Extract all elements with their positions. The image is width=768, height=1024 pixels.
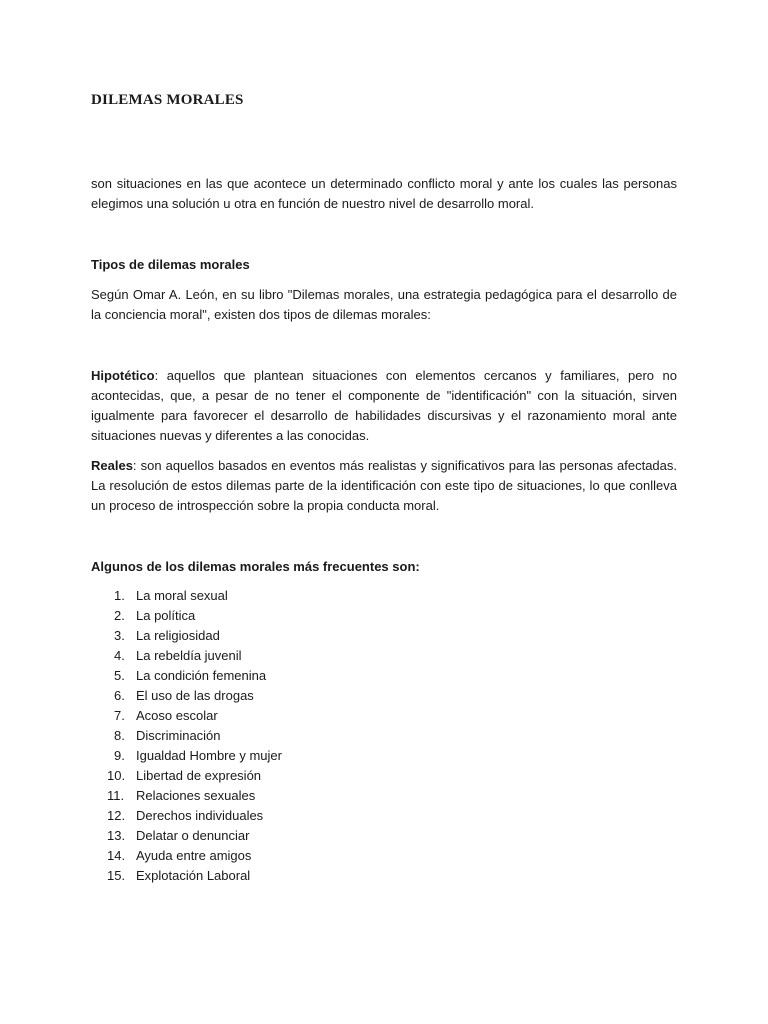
list-number: 9. [114,748,125,763]
list-item [91,626,282,646]
hypothetical-paragraph [91,366,677,446]
page-title: DILEMAS MORALES [91,92,244,108]
hypothetical-text: : aquellos que plantean situaciones con elementos cercanos y familiares, pero no acontecidas, que, a pesar de no tener el componente de "identificación" con la situación, sirven igualmente para favorecer el desarrollo de habilidades discursivas y el razonamiento moral ante situaciones nuevas y diferentes a las conocidas. [91,368,677,443]
intro-paragraph: son situaciones en las que acontece un determinado conflicto moral y ante los cuales las personas elegimos una solución u otra en función de nuestro nivel de desarrollo moral. [91,176,677,211]
list-number: 10. [107,768,126,783]
list-item-text: La moral sexual [136,588,228,603]
frequent-heading: Algunos de los dilemas morales más frecuentes son: [91,559,420,574]
frequent-dilemmas-list [91,586,282,886]
list-item-text: El uso de las drogas [136,688,254,703]
real-text: : son aquellos basados en eventos más realistas y significativos para las personas afectadas. La resolución de estos dilemas parte de la identificación con este tipo de situaciones, lo que conlleva un proceso de introspección sobre la propia conducta moral. [91,458,677,513]
list-number: 5. [114,668,125,683]
list-item-text: Libertad de expresión [136,768,262,783]
list-number: 12. [107,808,126,823]
list-item [91,766,282,786]
list-item [91,826,282,846]
types-heading: Tipos de dilemas morales [91,257,250,272]
list-number: 8. [114,728,125,743]
list-item-text: Explotación Laboral [136,868,251,883]
list-item [91,746,282,766]
list-item [91,606,282,626]
list-item [91,706,282,726]
list-item [91,686,282,706]
list-number: 2. [114,608,125,623]
list-item [91,786,282,806]
list-item-text: La rebeldía juvenil [136,648,242,663]
types-intro-paragraph: Según Omar A. León, en su libro "Dilemas morales, una estrategia pedagógica para el desarrollo de la conciencia moral", existen dos tipos de dilemas morales: [91,287,677,322]
list-number: 4. [114,648,125,663]
list-number: 14. [107,848,126,863]
hypothetical-term: Hipotético [91,368,155,383]
list-number: 13. [107,828,126,843]
list-item-text: Relaciones sexuales [136,788,256,803]
list-item-text: Discriminación [136,728,221,743]
list-item [91,846,282,866]
list-number: 1. [114,588,125,603]
list-item [91,646,282,666]
list-item-text: Igualdad Hombre y mujer [136,748,282,763]
list-number: 6. [114,688,125,703]
list-number: 11. [107,788,125,803]
real-term: Reales [91,458,133,473]
list-item-text: Derechos individuales [136,808,264,823]
list-item [91,806,282,826]
list-item-text: La política [136,608,196,623]
list-number: 15. [107,868,126,883]
list-item [91,666,282,686]
list-number: 3. [114,628,125,643]
list-item-text: La religiosidad [136,628,220,643]
list-item [91,866,282,886]
list-item [91,726,282,746]
list-number: 7. [114,708,125,723]
list-item-text: Ayuda entre amigos [136,848,252,863]
list-item-text: Delatar o denunciar [136,828,250,843]
list-item [91,586,282,606]
list-item-text: Acoso escolar [136,708,218,723]
list-item-text: La condición femenina [136,668,267,683]
real-paragraph [91,456,677,516]
